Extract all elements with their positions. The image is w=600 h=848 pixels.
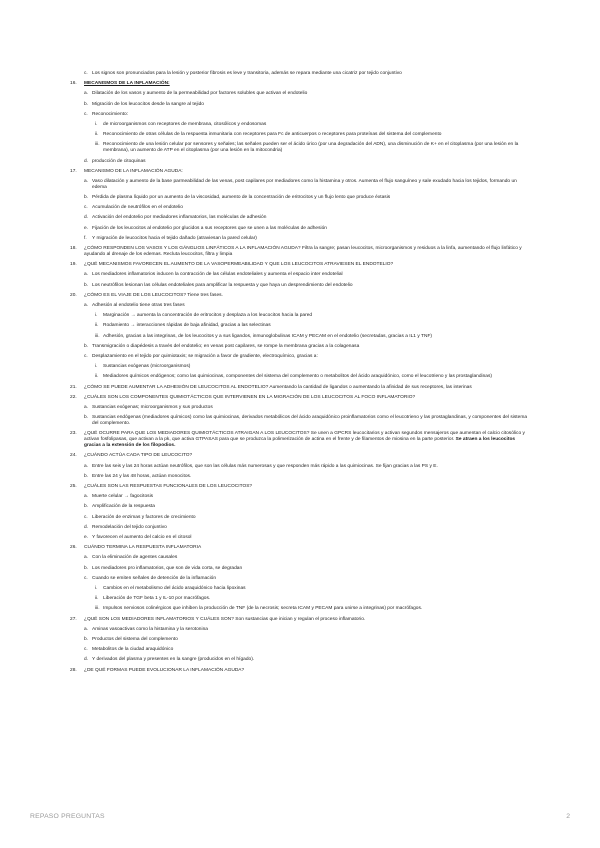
list-item-text: ¿CÓMO RESPONDEN LOS VASOS Y LOS GÁNGLIOS LINFÁTICOS A LA INFLAMACIÓN AGUDA? Filtra la sangre; pasan leucocitos, microorganismos y residuos a la linfa, aumentando el flujo linfático y ayudando al drenaje de los edemas. Recluta leucocitos, filtra y limpia: [84, 246, 522, 257]
list-item: [0, 586, 600, 592]
list-item-number: i.: [95, 313, 98, 319]
list-item: [0, 668, 600, 674]
list-item-text: Los signos son pronunciados para la lesión y posterior fibrosis es leve y transitoria, además se repara mediante una cicatriz por tejido conjuntivo: [92, 71, 402, 76]
list-item: [0, 453, 600, 459]
list-item: [0, 334, 600, 340]
list-item-text: Fijación de los leucocitos al endotelio por glucidos a sus receptores que se unen a las moléculas de adhesión: [92, 225, 327, 231]
list-item-number: 27.: [70, 616, 77, 622]
list-item: [0, 169, 600, 175]
list-item: [0, 303, 600, 309]
list-item-number: 24.: [70, 453, 77, 459]
list-item: [0, 91, 600, 97]
list-item: [0, 71, 600, 77]
list-item: [0, 555, 600, 561]
list-item-number: 26.: [70, 545, 77, 551]
list-item-text: Activación del endotelio por mediadores inflamatorios, las moléculas de adhesión: [92, 215, 267, 221]
list-item: [0, 112, 600, 118]
list-item-number: iii.: [95, 142, 100, 148]
list-item: [0, 195, 600, 201]
list-item: [0, 132, 600, 138]
list-item-number: ii.: [95, 374, 99, 380]
list-item-number: b.: [84, 195, 89, 201]
list-item-number: a.: [84, 302, 89, 308]
list-item-number: b.: [84, 473, 89, 479]
list-item-number: c.: [84, 71, 88, 76]
list-item: [0, 504, 600, 510]
list-item-text: Acumulación de neutrófilos en el endotelio: [92, 205, 183, 211]
list-item-text: Marginación → aumenta la concentración de eritrocitos y desplaza a los leucocitos hacia la pared: [103, 313, 313, 319]
list-item-text: Adhesión, gracias a las integrinas, de los leucocitos y a sus ligandos, inmunoglobulinas ICAM y PECAM en el endotelio (secretadas, gracias a IL1 y TNF): [103, 333, 433, 339]
list-item-text: Sustancias exógenas (microorganismos): [103, 364, 191, 370]
list-item-number: d.: [84, 215, 89, 221]
list-item-text: Sustancias exógenas; microorganismos y sus productos: [92, 405, 213, 411]
list-item-text: ¿CÓMO ES EL VIAJE DE LOS LEUCOCITOS? Tiene tres fases.: [84, 292, 223, 298]
page-number: 2: [566, 813, 570, 820]
list-item: [0, 596, 600, 602]
list-item-number: c.: [84, 205, 88, 211]
list-item-text: Los neutrófilos lesionan las células endoteliales para amplificar la respuesta y que haya un desprendimiento del endotelio: [92, 282, 353, 288]
list-item: [0, 657, 600, 663]
list-item: [0, 293, 600, 299]
list-item-number: ii.: [95, 323, 99, 329]
list-item-text: Reconocimiento de una lesión celular por sensores y señales; las señales pueden ser el ácido úrico (por una degradación del ADN), una disminución de K+ en el citoplasma (por una lesión en la membrana), un aumento de ATP en el citoplasma (por una lesión en la mitocondria): [103, 142, 519, 154]
list-item-number: f.: [84, 235, 87, 241]
list-item-number: 16.: [70, 81, 77, 87]
list-item-number: 22.: [70, 394, 77, 400]
list-item-text: de microorganismos con receptores de membrana, citosólicos y endosomas: [103, 122, 267, 128]
list-item: [0, 484, 600, 490]
list-item-number: e.: [84, 225, 89, 231]
list-item-number: b.: [84, 415, 89, 421]
list-item-number: 28.: [70, 667, 77, 673]
list-item: [0, 354, 600, 360]
list-item-number: iii.: [95, 606, 100, 612]
list-item-number: d.: [84, 657, 89, 663]
list-item-bold-text: Se atraen a los leucocitos gracias a la extensión de los filopodios.: [84, 437, 516, 449]
list-item-number: a.: [84, 494, 89, 500]
list-item-number: ii.: [95, 596, 99, 602]
list-item-number: c.: [84, 575, 88, 581]
list-item-text: Vaso dilatación y aumento de la base parmeabilidad de las venas, post capilares por mediadores como la histamina y otros. Aumenta el flujo sanguíneo y sale exudado hacia los tejidos, formando un edema: [92, 178, 517, 190]
list-item-text: Cambios en el metabolismo del ácido araquidónico hacia lipoxinas: [103, 585, 246, 591]
list-item-number: a.: [84, 555, 89, 561]
list-item: [0, 122, 600, 128]
list-item-number: b.: [84, 343, 89, 349]
list-item: [0, 494, 600, 500]
list-item-text: Desplazamiento en el tejido por quimiotaxis; se migración a favor de gradiente, electroquímico, gracias a:: [92, 354, 318, 359]
list-item-text: Adhesión al endotelio tiene otras tres fases: [92, 302, 185, 308]
list-item: [0, 215, 600, 221]
list-item-text: Los mediadores inflamatorios inducen la contracción de las células endoteliales y aumenta el espacio inter endotelial: [92, 272, 343, 278]
list-item-text: Entre las seis y las 24 horas actúan neutrófilos, que son las células más numerosas y que responden más rápido a las quimiocinas. Se fijan gracias a las PS y E.: [92, 463, 438, 469]
list-item-number: c.: [84, 514, 88, 520]
list-item-text: CUÁNDO TERMINA LA RESPUESTA INFLAMATORIA: [84, 545, 202, 551]
list-item-text: Sustancias endógenas (mediadores químicos) como las quimiocinas, derivados metabólicos del ácido araquidónico proinflamatorios como el leucotrieno y las prostaglandinas, y componentes del sistema del complemento.: [92, 415, 528, 427]
list-item: [0, 159, 600, 165]
list-item: [0, 205, 600, 211]
list-item: [0, 535, 600, 541]
list-item-text: Impulsos nerviosos colinérgicos que inhiben la producción de TNF (de la necrosis; secreta ICAM y PECAM para unirse a integrinas) por macrófagos.: [103, 606, 423, 612]
list-item-text: Muerte celular → fagocitosis: [92, 494, 154, 500]
list-item-text: Y favorecen el aumento del calcio en el citosol: [92, 534, 192, 540]
list-item-text: Reconocimiento de otras células de la respuesta inmunitaria con receptores para Fc de anticuerpos o receptores para proteínas del sistema del complemento: [103, 132, 442, 138]
list-item-text: Amplificación de la respuesta: [92, 504, 155, 510]
list-item: [0, 525, 600, 531]
list-item-text: Mediadores químicos endógenos; como las quimiocinas, componentes del sistema del complemento o metabolitos del ácido araquidónico, como el leucotrieno y las prostaglandinas): [103, 374, 493, 380]
list-item-number: i.: [95, 122, 98, 128]
list-item-text: MECANISMO DE LA INFLAMACIÓN AGUDA:: [84, 168, 183, 174]
list-item-text: MECANISMOS DE LA INFLAMACIÓN:: [84, 81, 170, 87]
list-item-number: 23.: [70, 431, 77, 437]
list-item-number: i.: [95, 364, 98, 370]
list-item: [0, 364, 600, 370]
list-item: [0, 647, 600, 653]
list-item-text: Pérdida de plasma líquido por un aumento de la viscosidad, aumento de la concentración de eritrocitos y un flujo lento que produce éxtasis: [92, 195, 391, 201]
list-item: [0, 323, 600, 329]
list-item: [0, 102, 600, 108]
list-item-text: Y derivados del plasma y presentes en la sangre (producidos en el hígado).: [92, 657, 255, 663]
list-item-number: ii.: [95, 132, 99, 138]
list-item: [0, 637, 600, 643]
list-item-number: a.: [84, 405, 89, 411]
list-item: [0, 566, 600, 572]
list-item-text: Reconocimiento:: [92, 111, 129, 117]
list-item-text: ¿QUÉ SON LOS MEDIADORES INFLAMATORIOS Y CUÁLES SON? Son sustancias que inician y regulan el proceso inflamatorio.: [84, 616, 366, 622]
list-item: [0, 226, 600, 232]
list-item: [0, 545, 600, 551]
list-item-number: a.: [84, 463, 89, 469]
list-item-text: ¿CUÁLES SON LOS COMPONENTES QUIMIOTÁCTICOS QUE INTERVIENEN EN LA MIGRACIÓN DE LOS LEUCOCITOS AL FOCO INFLAMATORIO?: [84, 394, 416, 400]
list-item: [0, 431, 600, 449]
list-item: [0, 81, 600, 87]
list-item-text: Con la eliminación de agentes causales: [92, 555, 178, 561]
list-item-text: Liberación de enzimas y factores de crecimiento: [92, 514, 196, 520]
list-item: [0, 236, 600, 242]
list-item-number: b.: [84, 101, 89, 107]
list-item: [0, 272, 600, 278]
list-item: [0, 627, 600, 633]
list-item-number: 17.: [70, 168, 77, 174]
list-item-number: i.: [95, 585, 98, 591]
list-item: [0, 179, 600, 191]
list-item: [0, 405, 600, 411]
list-item-number: a.: [84, 91, 89, 97]
list-item-number: c.: [84, 647, 88, 653]
list-item: [0, 313, 600, 319]
list-item-number: 20.: [70, 292, 77, 298]
list-item-number: b.: [84, 504, 89, 510]
list-item-number: 18.: [70, 246, 77, 252]
list-item: [0, 344, 600, 350]
list-item-text: ¿DE QUÉ FORMAS PUEDE EVOLUCIONAR LA INFLAMACIÓN AGUDA?: [84, 667, 245, 673]
list-item-text: Productos del sistema del complemento: [92, 637, 178, 642]
footer-title: REPASO PREGUNTAS: [30, 813, 105, 820]
list-item-text: Los mediadores pro inflamatorios, que son de vida corta, se degradan: [92, 565, 243, 571]
list-item-number: d.: [84, 158, 89, 164]
list-item: [0, 464, 600, 470]
document-body: [0, 71, 600, 678]
list-item-text: ¿QUÉ MECANISMOS FAVORECEN EL AUMENTO DE LA VASOPERMEABILIDAD Y QUE LOS LEUCOCITOS ATRAVIESEN EL ENDOTELIO?: [84, 262, 394, 268]
list-item-text: Migración de los leucocitos desde la sangre al tejido: [92, 101, 204, 107]
list-item-text: Aminas vasoactivas como la histamina y la serotonina: [92, 626, 208, 632]
list-item-text: Dilatación de los vasos y aumento de la permeabilidad por factores solubles que activan el endotelio: [92, 91, 308, 97]
list-item-number: b.: [84, 565, 89, 571]
list-item: [0, 606, 600, 612]
list-item-text: Y migración de leucocitos hacia el tejido dañado (atraviesan la pared celular): [92, 235, 257, 241]
list-item-number: c.: [84, 111, 88, 117]
list-item-text: Remodelación del tejido conjuntivo: [92, 524, 167, 530]
list-item-number: c.: [84, 354, 88, 359]
list-item: [0, 415, 600, 427]
list-item-number: 21.: [70, 384, 77, 390]
list-item-text: Rodamiento → interacciones rápidas de baja afinidad, gracias a las selectinas: [103, 323, 271, 329]
list-item: [0, 617, 600, 623]
list-item: [0, 474, 600, 480]
list-item-text: Entre las 24 y las 48 horas, actúan monocitos.: [92, 473, 192, 479]
list-item-number: e.: [84, 534, 89, 540]
list-item-text: ¿CÓMO SE PUEDE AUMENTAR LA ADHESIÓN DE LEUCOCITOS AL ENDOTELIO? Aumentando la cantidad de ligandos o aumentando la afinidad de sus receptores, las interinas: [84, 384, 472, 390]
list-item-number: b.: [84, 282, 89, 288]
list-item: [0, 576, 600, 582]
list-item-text: ¿CUÁLES SON LAS RESPUESTAS FUNCIONALES DE LOS LEUCOCITOS?: [84, 483, 253, 489]
list-item: [0, 142, 600, 154]
list-item: [0, 246, 600, 258]
list-item-number: d.: [84, 524, 89, 530]
list-item-text: ¿QUÉ OCURRE PARA QUE LOS MEDIADORES QUIMIOTÁCTICOS ATRAIGAN A LOS LEUCOCITOS? Se unen a GPCRS leucocitarios y activan segundos mensajeros que aumentan el calcio citosólico y activan fosfolipasas, que activan a la pk, que activa GTPASAS para que se produzca la polimerización de actina en el frente y de filamentos de miosina en la parte posterior.: [84, 431, 525, 443]
list-item-text: Transmigración o diapédesis a través del endotelio; en venas post capilares, se rompe la membrana gracias a la colagenasa: [92, 343, 360, 349]
list-item: [0, 374, 600, 380]
list-item-number: b.: [84, 637, 89, 642]
list-item: [0, 395, 600, 401]
list-item: [0, 262, 600, 268]
list-item-text: Metabolitos de la ciudad araquidónico: [92, 647, 174, 653]
list-item-number: 25.: [70, 483, 77, 489]
list-item: [0, 515, 600, 521]
list-item-number: 19.: [70, 262, 77, 268]
list-item-number: a.: [84, 272, 89, 278]
list-item-number: a.: [84, 178, 89, 184]
list-item: [0, 385, 600, 391]
list-item: [0, 283, 600, 289]
list-item-text: Cuando se emiten señales de detención de la inflamación: [92, 575, 217, 581]
list-item-text: Liberación de TGF beta 1 y IL-10 por macrófagos.: [103, 596, 211, 602]
list-item-number: iii.: [95, 333, 100, 339]
list-item-number: a.: [84, 626, 89, 632]
list-item-text: producción de citoquinas: [92, 158, 146, 164]
list-item-text: ¿CUÁNDO ACTÚA CADA TIPO DE LEUCOCITO?: [84, 453, 193, 459]
